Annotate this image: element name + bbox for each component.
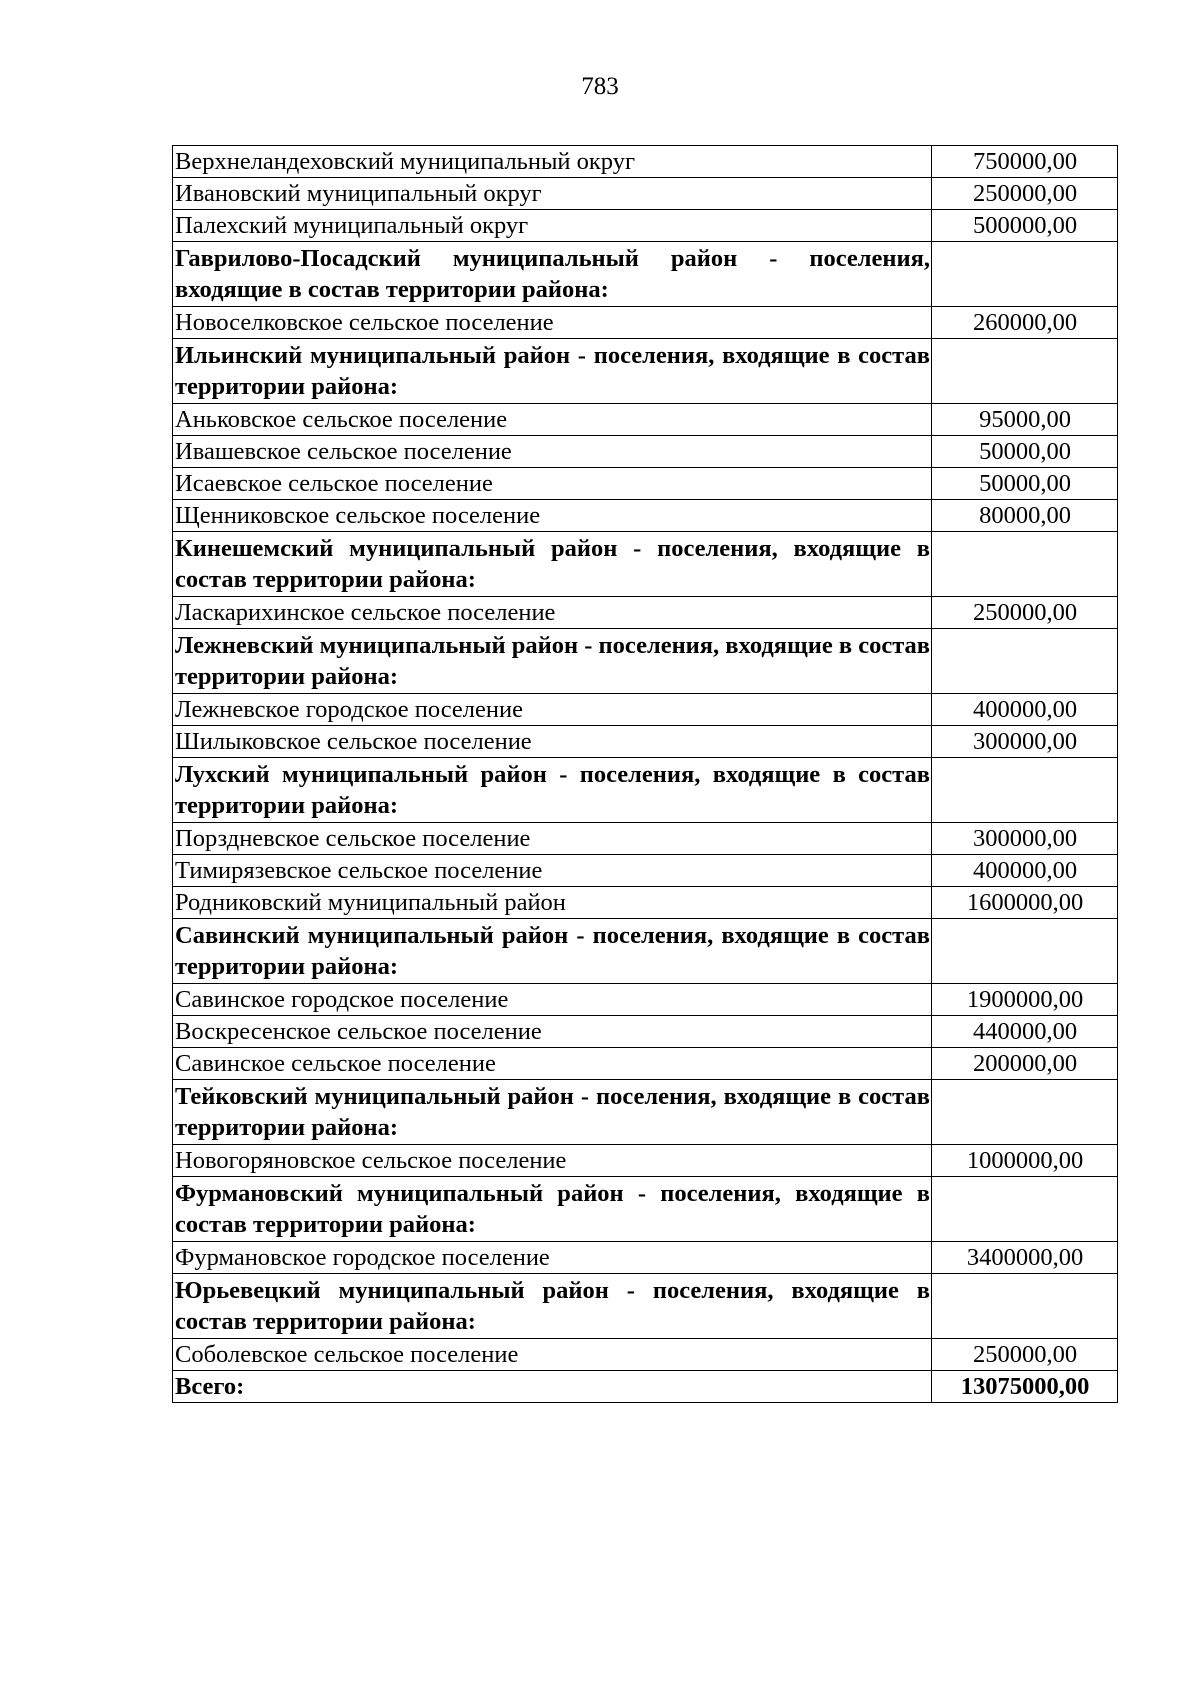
settlement-name-cell: Родниковский муниципальный район [173, 887, 932, 919]
settlement-row [173, 823, 1118, 855]
settlement-name-cell: Ивановский муниципальный округ [173, 178, 932, 210]
settlement-row [173, 1048, 1118, 1080]
amount-cell: 400000,00 [932, 694, 1118, 726]
settlement-name-cell: Палехский муниципальный округ [173, 210, 932, 242]
amount-cell: 300000,00 [932, 823, 1118, 855]
settlement-row [173, 1339, 1118, 1371]
settlement-row [173, 500, 1118, 532]
allocation-table [172, 145, 1118, 1403]
settlement-row [173, 597, 1118, 629]
settlement-row [173, 146, 1118, 178]
settlement-name-cell: Шилыковское сельское поселение [173, 726, 932, 758]
settlement-row [173, 436, 1118, 468]
settlement-row [173, 468, 1118, 500]
district-heading-row [173, 339, 1118, 404]
settlement-name-cell: Тимирязевское сельское поселение [173, 855, 932, 887]
settlement-name-cell: Соболевское сельское поселение [173, 1339, 932, 1371]
settlement-name-cell: Исаевское сельское поселение [173, 468, 932, 500]
district-heading-cell: Фурмановский муниципальный район - поселения, входящие в состав территории района: [173, 1177, 932, 1242]
settlement-row [173, 1016, 1118, 1048]
amount-cell: 250000,00 [932, 1339, 1118, 1371]
district-heading-cell: Гаврилово-Посадский муниципальный район - поселения, входящие в состав территории района: [173, 242, 932, 307]
settlement-name-cell: Ивашевское сельское поселение [173, 436, 932, 468]
district-heading-row [173, 758, 1118, 823]
amount-cell [932, 532, 1118, 597]
amount-cell: 750000,00 [932, 146, 1118, 178]
amount-cell: 50000,00 [932, 436, 1118, 468]
amount-cell [932, 919, 1118, 984]
amount-cell: 80000,00 [932, 500, 1118, 532]
district-heading-row [173, 1080, 1118, 1145]
settlement-row [173, 178, 1118, 210]
district-heading-row [173, 242, 1118, 307]
district-heading-cell: Кинешемский муниципальный район - поселения, входящие в состав территории района: [173, 532, 932, 597]
district-heading-row [173, 629, 1118, 694]
amount-cell [932, 1080, 1118, 1145]
amount-cell: 250000,00 [932, 597, 1118, 629]
settlement-row [173, 855, 1118, 887]
amount-cell: 3400000,00 [932, 1242, 1118, 1274]
settlement-name-cell: Савинское сельское поселение [173, 1048, 932, 1080]
amount-cell: 50000,00 [932, 468, 1118, 500]
settlement-name-cell: Воскресенское сельское поселение [173, 1016, 932, 1048]
amount-cell [932, 1274, 1118, 1339]
district-heading-cell: Тейковский муниципальный район - поселения, входящие в состав территории района: [173, 1080, 932, 1145]
amount-cell: 250000,00 [932, 178, 1118, 210]
allocation-table-body [173, 146, 1118, 1403]
settlement-row [173, 726, 1118, 758]
settlement-name-cell: Новогоряновское сельское поселение [173, 1145, 932, 1177]
settlement-name-cell: Аньковское сельское поселение [173, 404, 932, 436]
district-heading-cell: Ильинский муниципальный район - поселения, входящие в состав территории района: [173, 339, 932, 404]
amount-cell: 1000000,00 [932, 1145, 1118, 1177]
settlement-row [173, 984, 1118, 1016]
settlement-name-cell: Савинское городское поселение [173, 984, 932, 1016]
amount-cell [932, 242, 1118, 307]
district-heading-row [173, 1274, 1118, 1339]
settlement-name-cell: Новоселковское сельское поселение [173, 307, 932, 339]
district-heading-cell: Лежневский муниципальный район - поселения, входящие в состав территории района: [173, 629, 932, 694]
district-heading-row [173, 532, 1118, 597]
settlement-row [173, 1242, 1118, 1274]
settlement-name-cell: Щенниковское сельское поселение [173, 500, 932, 532]
amount-cell: 1900000,00 [932, 984, 1118, 1016]
amount-cell: 1600000,00 [932, 887, 1118, 919]
settlement-row [173, 307, 1118, 339]
amount-cell [932, 1177, 1118, 1242]
settlement-name-cell: Ласкарихинское сельское поселение [173, 597, 932, 629]
settlement-row [173, 1145, 1118, 1177]
total-amount-cell: 13075000,00 [932, 1371, 1118, 1403]
district-heading-cell: Лухский муниципальный район - поселения, входящие в состав территории района: [173, 758, 932, 823]
amount-cell: 400000,00 [932, 855, 1118, 887]
district-heading-row [173, 919, 1118, 984]
amount-cell: 260000,00 [932, 307, 1118, 339]
amount-cell: 440000,00 [932, 1016, 1118, 1048]
amount-cell [932, 339, 1118, 404]
page-number: 783 [581, 73, 619, 100]
settlement-name-cell: Фурмановское городское поселение [173, 1242, 932, 1274]
settlement-name-cell: Верхнеландеховский муниципальный округ [173, 146, 932, 178]
district-heading-row [173, 1177, 1118, 1242]
total-label-cell: Всего: [173, 1371, 932, 1403]
settlement-row [173, 887, 1118, 919]
amount-cell [932, 758, 1118, 823]
amount-cell: 95000,00 [932, 404, 1118, 436]
settlement-row [173, 694, 1118, 726]
settlement-name-cell: Порздневское сельское поселение [173, 823, 932, 855]
total-row [173, 1371, 1118, 1403]
amount-cell: 500000,00 [932, 210, 1118, 242]
district-heading-cell: Савинский муниципальный район - поселения, входящие в состав территории района: [173, 919, 932, 984]
settlement-row [173, 404, 1118, 436]
settlement-row [173, 210, 1118, 242]
settlement-name-cell: Лежневское городское поселение [173, 694, 932, 726]
district-heading-cell: Юрьевецкий муниципальный район - поселения, входящие в состав территории района: [173, 1274, 932, 1339]
amount-cell [932, 629, 1118, 694]
amount-cell: 200000,00 [932, 1048, 1118, 1080]
amount-cell: 300000,00 [932, 726, 1118, 758]
